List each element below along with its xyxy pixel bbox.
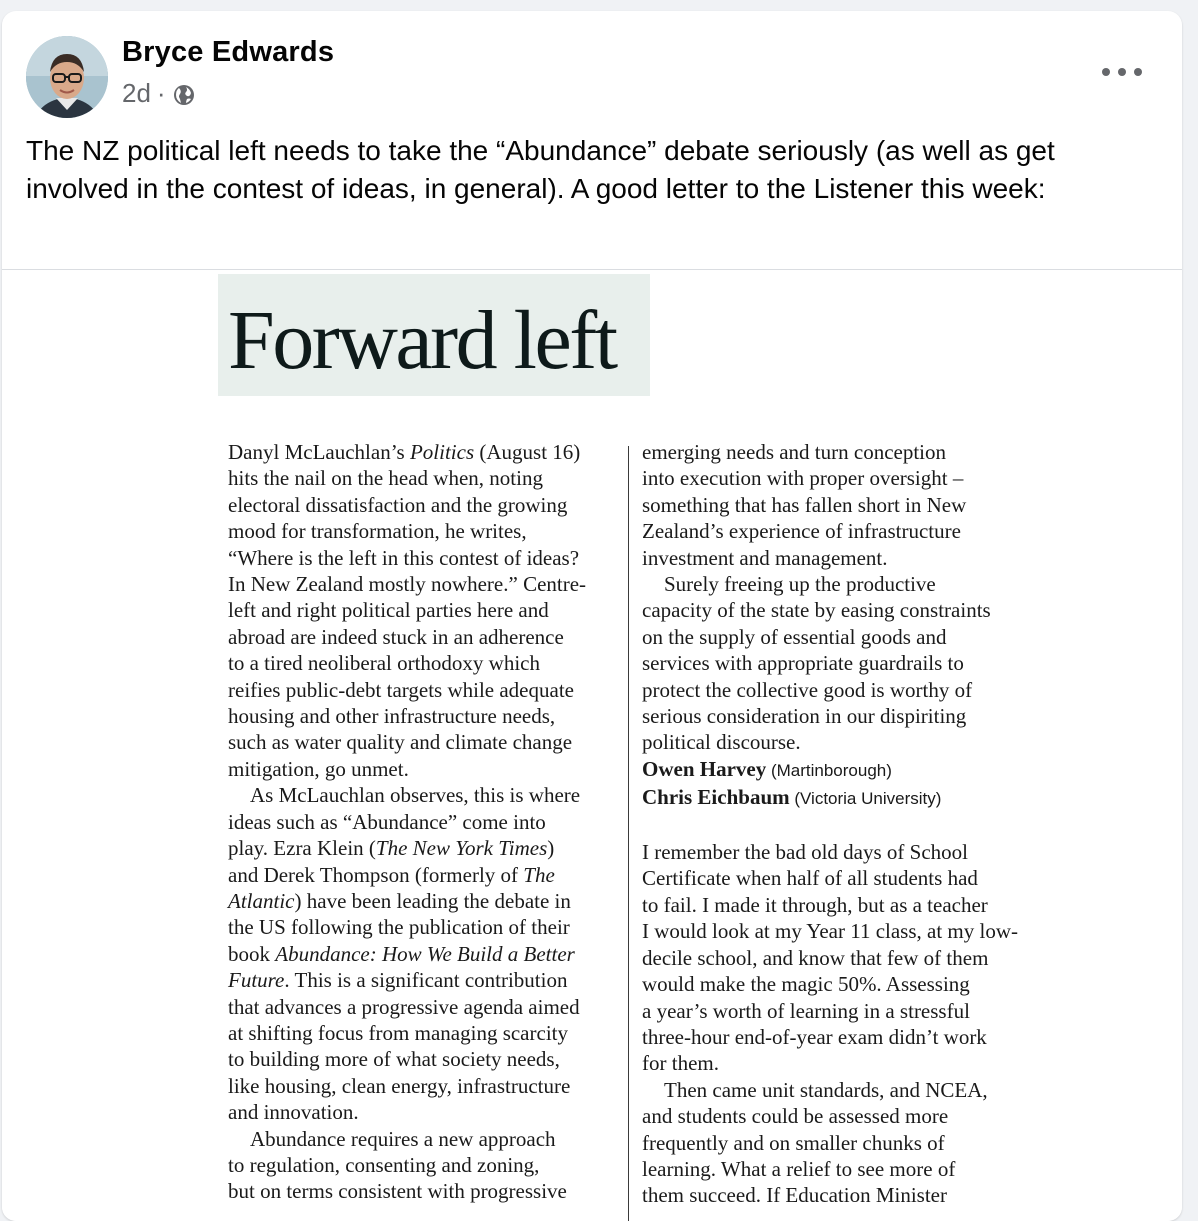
profile-photo-icon [26,36,108,118]
author-avatar[interactable] [26,36,108,118]
more-options-icon [1102,68,1110,76]
left-column-line: mitigation, go unmet. [228,756,409,781]
left-column-line: but on terms consistent with progressive [228,1179,567,1204]
more-options-button[interactable] [1102,65,1142,79]
letter-signature [642,756,1042,784]
right-column-line: on the supply of essential goods and [642,624,947,649]
left-column-line: In New Zealand mostly nowhere.” Centre- [228,572,587,597]
right-column-line: investment and management. [642,545,888,570]
article-left-column [228,439,618,1205]
right-column-line: I would look at my Year 11 class, at my low- [642,919,1019,944]
article-right-column [642,439,1042,1209]
left-column-line: ideas such as “Abundance” come into [228,809,546,834]
right-column-line: learning. What a relief to see more of [642,1156,956,1181]
left-column-line: left and right political parties here and [228,598,549,623]
right-column-line: into execution with proper oversight – [642,466,964,491]
signature-name: Chris Eichbaum [642,785,790,810]
globe-icon[interactable] [172,83,196,107]
left-column-line: electoral dissatisfaction and the growing [228,492,568,517]
left-column-line: to a tired neoliberal orthodoxy which [228,651,540,676]
right-column-line: three-hour end-of-year exam didn’t work [642,1024,987,1049]
signature-affiliation: (Martinborough) [766,760,892,780]
right-column-line: a year’s worth of learning in a stressful [642,998,970,1023]
left-column-line: hits the nail on the head when, noting [228,466,543,491]
left-column-line: to building more of what society needs, [228,1047,560,1072]
right-column-line: protect the collective good is worthy of [642,677,973,702]
left-column-line: housing and other infrastructure needs, [228,704,556,729]
left-column-line: Atlantic) have been leading the debate in [228,888,571,913]
right-column-line: to fail. I made it through, but as a teacher [642,892,988,917]
right-column-line: capacity of the state by easing constraints [642,598,991,623]
right-column-line: something that has fallen short in New [642,492,967,517]
right-column-line: I remember the bad old days of School [642,840,968,865]
left-column-line: Abundance requires a new approach [250,1126,556,1151]
author-name[interactable]: Bryce Edwards [122,36,335,68]
right-column-line: Zealand’s experience of infrastructure [642,519,961,544]
meta-separator: · [156,78,166,108]
right-column-line: decile school, and know that few of them [642,945,989,970]
column-rule [628,446,629,1221]
left-column-line: reifies public-debt targets while adequate [228,677,574,702]
right-column-line: for them. [642,1051,719,1076]
right-column-line: services with appropriate guardrails to [642,651,964,676]
right-column-line: serious consideration in our dispiriting [642,704,967,729]
post-text: The NZ political left needs to take the “Abundance” debate seriously (as well as get involved in the contest of ideas, in general). A good letter to the Listener this week: [26,135,1055,204]
right-column-line: Then came unit standards, and NCEA, [664,1077,988,1102]
signature-affiliation: (Victoria University) [789,789,942,809]
right-column-line: political discourse. [642,730,801,755]
left-column-line: As McLauchlan observes, this is where [250,783,581,808]
post-timestamp[interactable]: 2d [122,78,151,108]
left-column-line: abroad are indeed stuck in an adherence [228,624,564,649]
left-column-line: and innovation. [228,1100,359,1125]
right-column-line: Certificate when half of all students had [642,866,978,891]
right-column-line: frequently and on smaller chunks of [642,1130,945,1155]
left-column-line: that advances a progressive agenda aimed [228,994,580,1019]
left-column-line: mood for transformation, he writes, [228,519,527,544]
left-column-line: “Where is the left in this contest of ideas? [228,545,580,570]
right-column-line: emerging needs and turn conception [642,440,947,464]
left-column-line: play. Ezra Klein (The New York Times) [228,836,555,861]
right-column-line: would make the magic 50%. Assessing [642,972,970,997]
left-column-line: at shifting focus from managing scarcity [228,1020,568,1045]
left-column-line: Danyl McLauchlan’s Politics (August 16) [228,440,581,464]
post-photo[interactable] [2,270,1182,1221]
left-column-line: to regulation, consenting and zoning, [228,1152,540,1177]
left-column-line: and Derek Thompson (formerly of The [228,862,555,887]
letter-signature [642,784,1042,812]
post-card [2,11,1182,1221]
left-column-line: book Abundance: How We Build a Better [228,941,575,966]
article-headline: Forward left [228,294,616,387]
left-column-line: such as water quality and climate change [228,730,573,755]
left-column-line: like housing, clean energy, infrastructure [228,1073,571,1098]
post-meta [122,78,196,109]
left-column-line: Future. This is a significant contribution [228,968,568,993]
left-column-line: the US following the publication of their [228,915,570,940]
right-column-line: and students could be assessed more [642,1104,949,1129]
right-column-line: Surely freeing up the productive [664,572,936,597]
right-column-line: them succeed. If Education Minister [642,1183,947,1208]
signature-name: Owen Harvey [642,756,767,781]
paragraph-gap [642,813,1042,839]
